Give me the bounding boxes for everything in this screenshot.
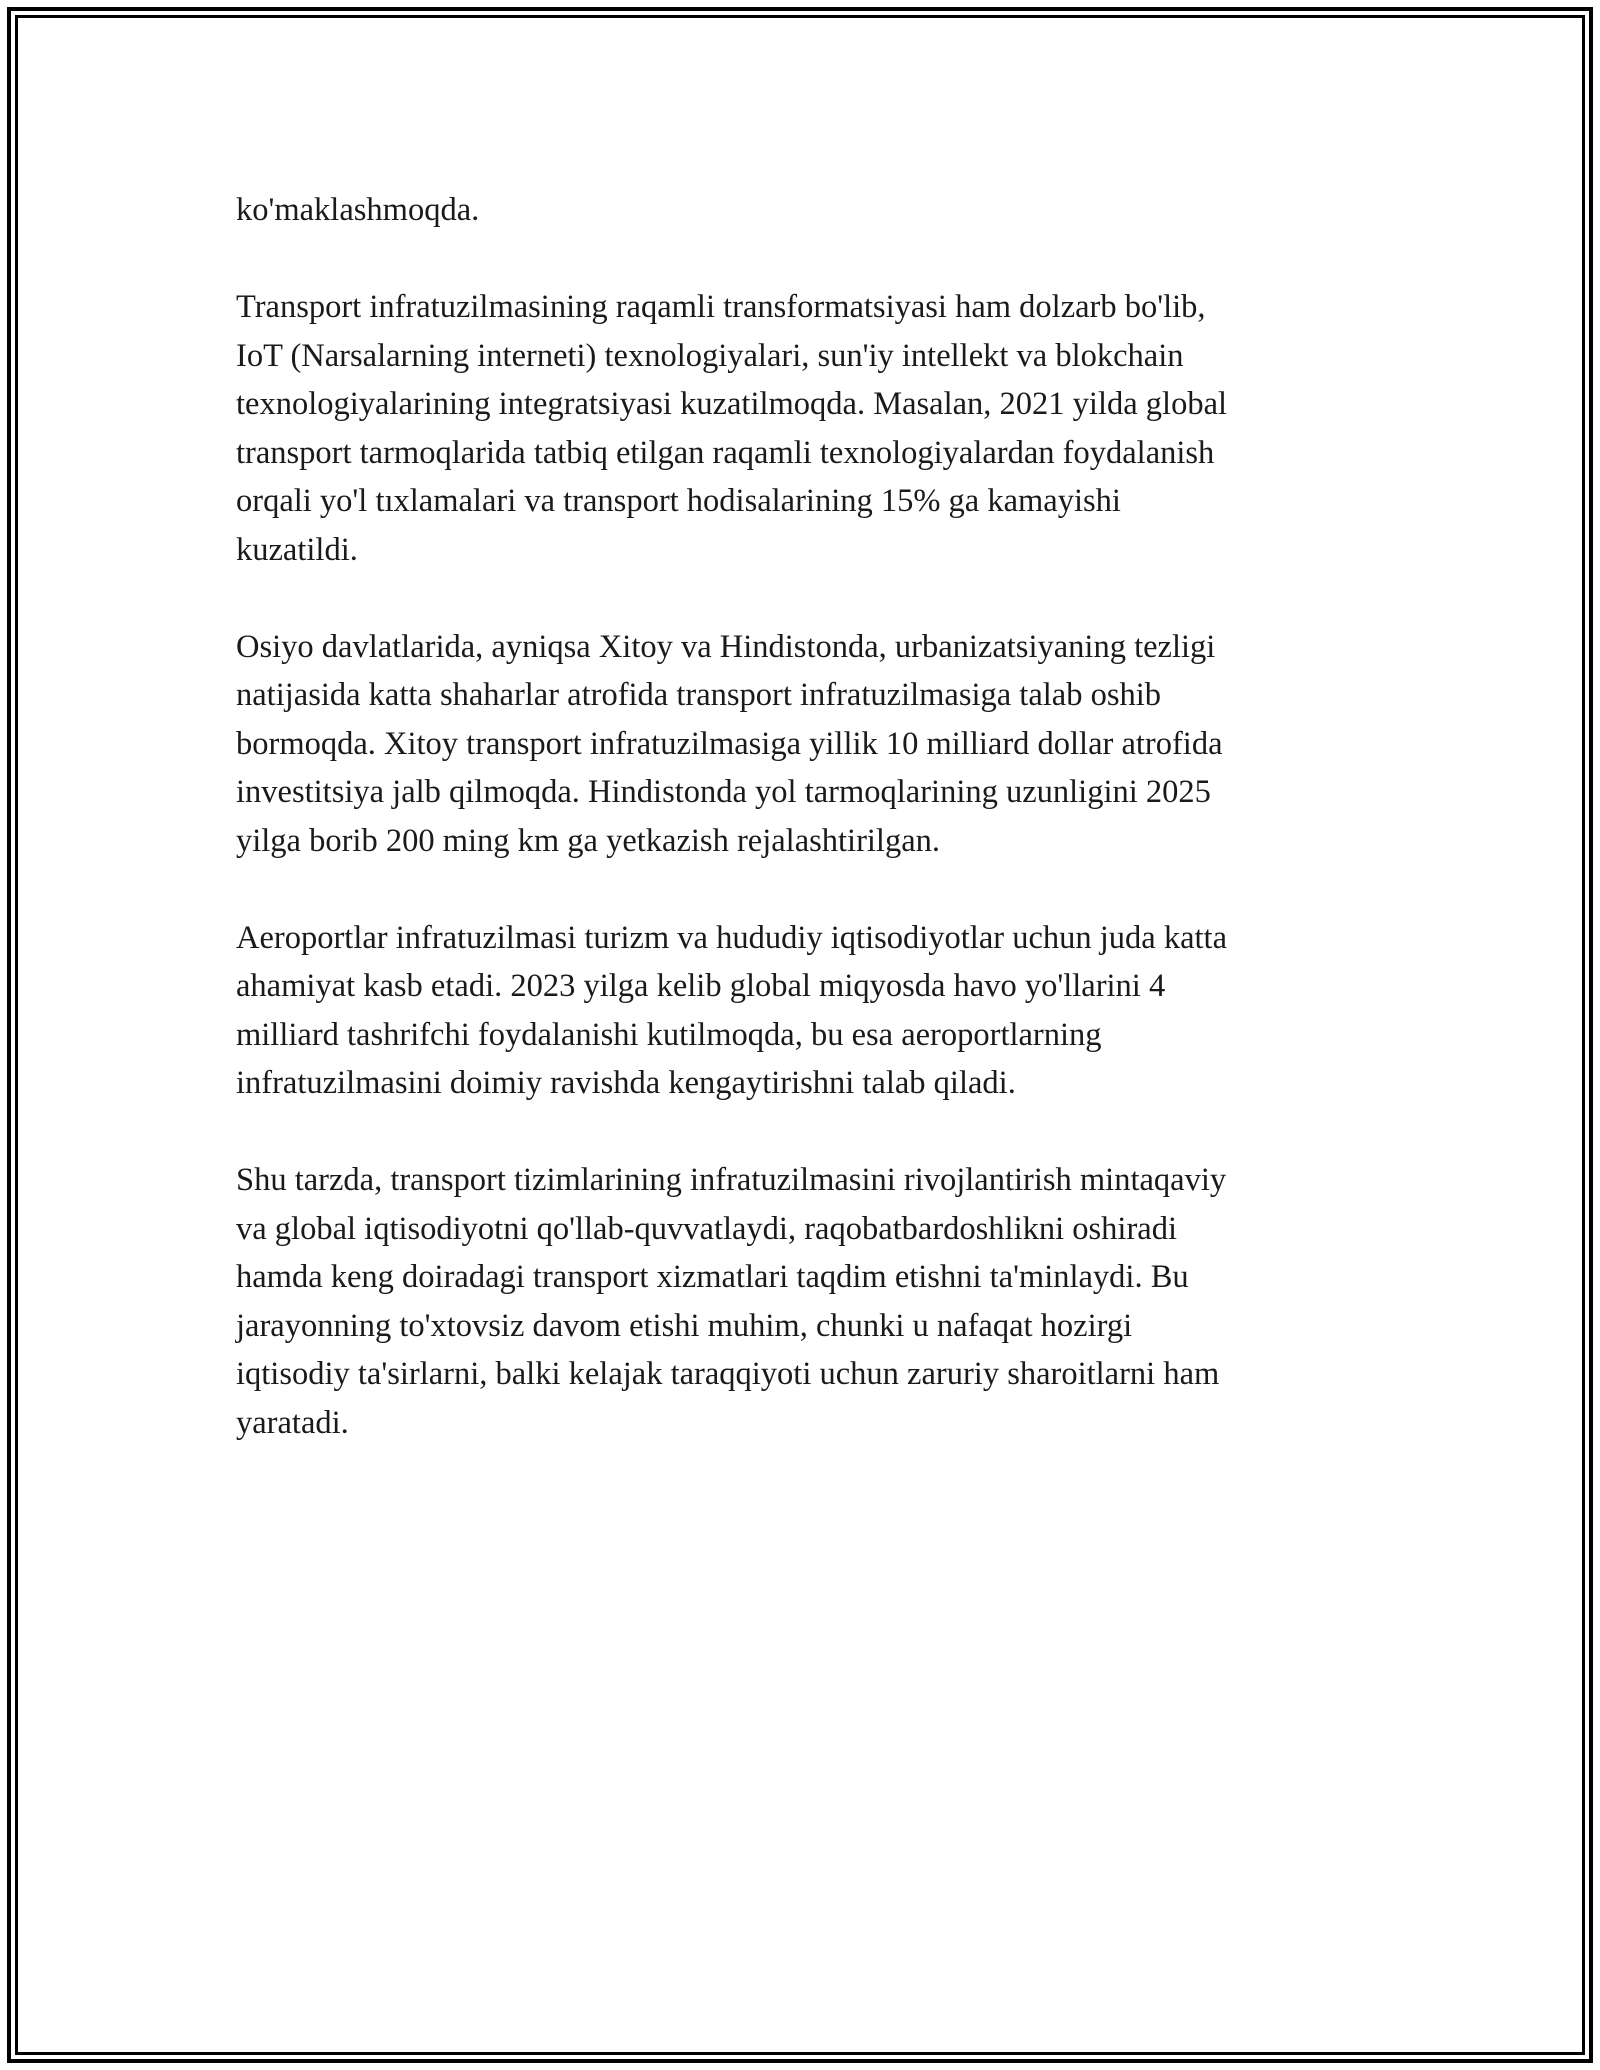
document-body <box>236 186 1366 1496</box>
paragraph-conclusion: Shu tarzda, transport tizimlarining infratuzilmasini rivojlantirish mintaqaviy va global iqtisodiyotni qo'llab-quvvatlaydi, raqobatbardoshlikni oshiradi hamda keng doiradagi transport xizmatlari taqdim etishni ta'minlaydi. Bu jarayonning to'xtovsiz davom etishi muhim, chunki u nafaqat hozirgi iqtisodiy ta'sirlarni, balki kelajak taraqqiyoti uchun zaruriy sharoitlarni ham yaratadi. <box>236 1162 1227 1441</box>
paragraph-digital-transformation: Transport infratuzilmasining raqamli transformatsiyasi ham dolzarb bo'lib, IoT (Narsalarning interneti) texnologiyalari, sun'iy intellekt va blokchain texnologiyalarining integratsiyasi kuzatilmoqda. Masalan, 2021 yilda global transport tarmoqlarida tatbiq etilgan raqamli texnologiyalardan foydalanish orqali yo'l tıxlamalari va transport hodisalarining 15% ga kamayishi kuzatildi. <box>236 289 1228 568</box>
paragraph-asia-infrastructure: Osiyo davlatlarida, ayniqsa Xitoy va Hindistonda, urbanizatsiyaning tezligi natijasida katta shaharlar atrofida transport infratuzilmasiga talab oshib bormoqda. Xitoy transport infratuzilmasiga yillik 10 milliard dollar atrofida investitsiya jalb qilmoqda. Hindistonda yol tarmoqlarining uzunligini 2025 yilga borib 200 ming km ga yetkazish rejalashtirilgan. <box>236 628 1223 859</box>
paragraph-continuation: ko'maklashmoqda. <box>236 192 480 228</box>
paragraph-airports: Aeroportlar infratuzilmasi turizm va hududiy iqtisodiyotlar uchun juda katta ahamiyat kasb etadi. 2023 yilga kelib global miqyosda havo yo'llarini 4 milliard tashrifchi foydalanishi kutilmoqda, bu esa aeroportlarning infratuzilmasini doimiy ravishda kengaytirishni talab qiladi. <box>236 919 1227 1101</box>
